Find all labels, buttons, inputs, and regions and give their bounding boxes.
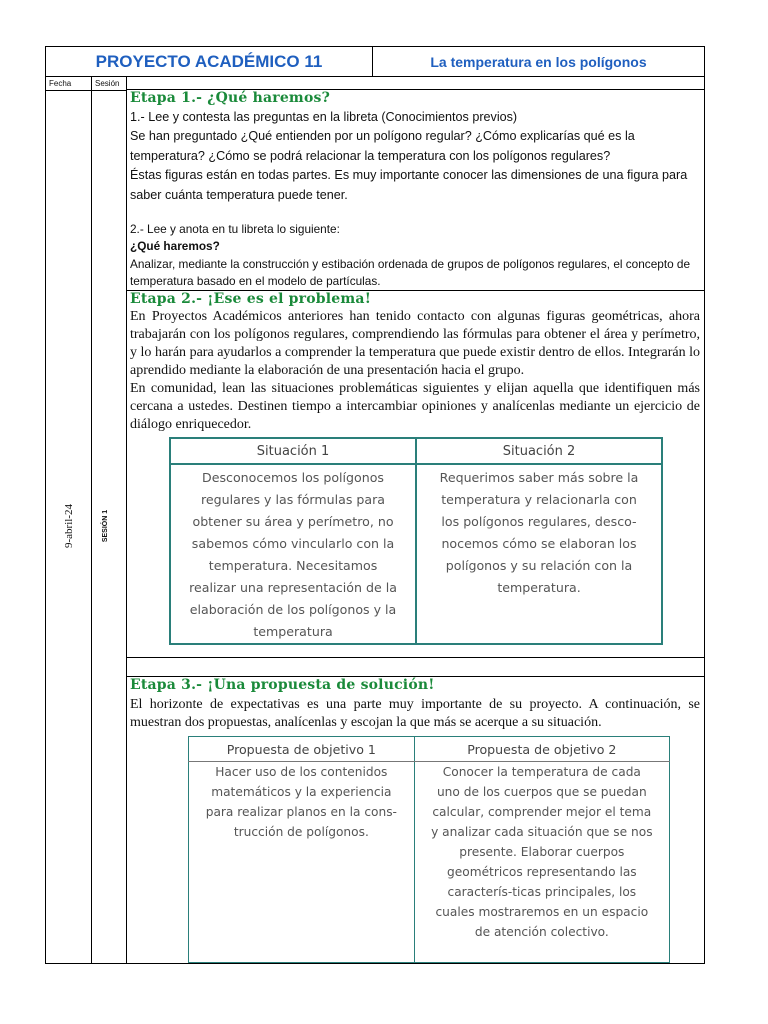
project-subtitle: La temperatura en los polígonos bbox=[430, 53, 647, 70]
etapa1-title: Etapa 1.- ¿Qué haremos? bbox=[130, 90, 330, 106]
situaciones-table bbox=[169, 437, 663, 645]
propuesta2-body: Conocer la temperatura de cada uno de los cuerpos que se puedan calcular, comprender mejor el tema y analizar cada situación que se nos presente. Elaborar cuerpos geométricos representando las caracterís-ticas principales, los cuales mostraremos en un espacio de atención colectivo. bbox=[414, 762, 669, 963]
etapa1-p5: ¿Qué haremos? bbox=[130, 239, 220, 253]
etapa1-top-border bbox=[126, 89, 705, 90]
header-divider bbox=[46, 90, 127, 91]
etapa1-p6: Analizar, mediante la construcción y estibación ordenada de grupos de polígonos regulares, el concepto de temperatura basado en el modelo de partículas. bbox=[130, 257, 691, 288]
project-title: PROYECTO ACADÉMICO 11 bbox=[46, 47, 373, 76]
propuestas-table bbox=[188, 736, 670, 963]
etapa2-p1: En Proyectos Académicos anteriores han tenido contacto con algunas figuras geométricas, ahora trabajarán con los polígonos regulares, comprendiendo las fórmulas para obtener el área y perímetro, y lo harán para ayudarlos a comprender la temperatura que puede existir dentro de ellos. Integrarán lo aprendido mediante la elaboración de una presentación hacia el grupo. bbox=[130, 309, 700, 378]
etapa3-p1: El horizonte de expectativas es una parte muy importante de su proyecto. A continuación, se muestran dos propuestas, analícenlas y escojan la que más se acerque a su situación. bbox=[130, 697, 700, 730]
etapa1-p4: 2.- Lee y anota en tu libreta lo siguiente: bbox=[130, 222, 340, 236]
etapa1-p2: Se han preguntado ¿Qué entienden por un polígono regular? ¿Cómo explicarías qué es la temperatura? ¿Cómo se podrá relacionar la temperatura con los polígonos regulares? bbox=[130, 129, 635, 163]
sesion-header: Sesión bbox=[95, 79, 120, 88]
blank-row-top-border bbox=[126, 657, 705, 658]
fecha-value: 9-abril-24 bbox=[63, 504, 75, 548]
situacion1-header: Situación 1 bbox=[170, 438, 416, 464]
propuesta1-body: Hacer uso de los contenidos matemáticos y la experiencia para realizar planos en la cons-trucción de polígonos. bbox=[189, 762, 415, 963]
situacion2-header: Situación 2 bbox=[416, 438, 662, 464]
situacion1-body: Desconocemos los polígonos regulares y las fórmulas para obtener su área y perímetro, no sabemos cómo vincularlo con la temperatura. Necesitamos realizar una representación de la elaboración de los polígonos y la temperatura bbox=[170, 464, 416, 644]
propuesta1-header: Propuesta de objetivo 1 bbox=[189, 737, 415, 762]
sesion-value: SESIÓN 1 bbox=[102, 509, 109, 543]
title-row bbox=[46, 47, 704, 77]
propuesta2-header: Propuesta de objetivo 2 bbox=[414, 737, 669, 762]
situacion2-body: Requerimos saber más sobre la temperatura y relacionarla con los polígonos regulares, desco-nocemos cómo se elaboran los polígonos y su relación con la temperatura. bbox=[416, 464, 662, 644]
fecha-header: Fecha bbox=[49, 79, 72, 88]
etapa1-p3: Éstas figuras están en todas partes. Es muy importante conocer las dimensiones de una figura para saber cuánta temperatura puede tener. bbox=[130, 168, 688, 202]
etapa3-title: Etapa 3.- ¡Una propuesta de solución! bbox=[130, 677, 435, 693]
etapa1-p1: 1.- Lee y contesta las preguntas en la libreta (Conocimientos previos) bbox=[130, 110, 518, 124]
etapa2-title: Etapa 2.- ¡Ese es el problema! bbox=[130, 291, 372, 307]
etapa2-p2: En comunidad, lean las situaciones problemáticas siguientes y elijan aquella que identifiquen más cercana a ustedes. Destinen tiempo a intercambiar opiniones y analícenlas mediante un ejercicio de diálogo enriquecedor. bbox=[130, 381, 700, 432]
